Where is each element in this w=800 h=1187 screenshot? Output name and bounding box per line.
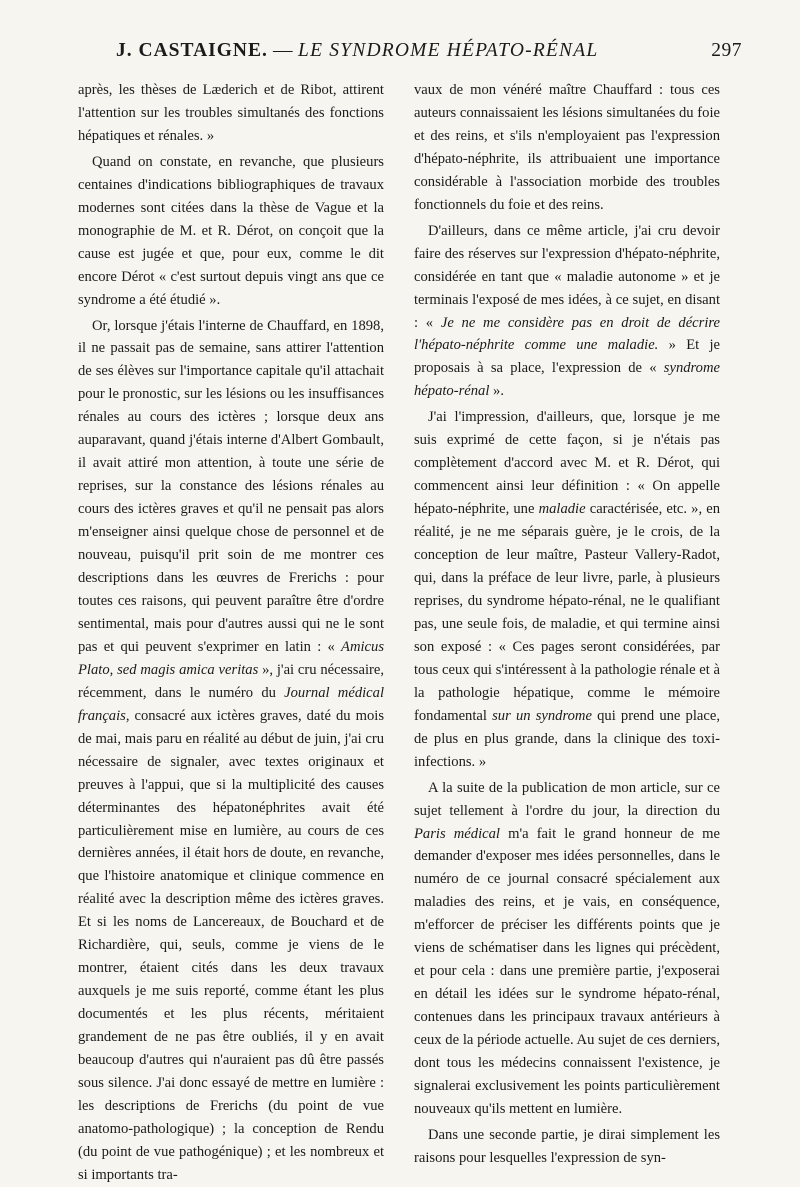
paragraph <box>414 79 720 217</box>
italic-text-run: Journal médical français <box>78 684 384 724</box>
running-head <box>116 40 706 62</box>
text-run: Dans une seconde partie, je dirai simplement les raisons pour lesquelles l'expression de syn- <box>414 1126 720 1166</box>
paragraph <box>78 151 384 312</box>
text-run: Or, lorsque j'étais l'interne de Chauffard, en 1898, il ne passait pas de semaine, sans attirer l'attention de ses élèves sur l'importance capitale qu'il attachait pour le pronostic, sur les lésions ou les insuffisances rénales au cours des ictères ; lorsque deux ans auparavant, quand j'étais interne d'Albert Gombault, il avait attiré mon attention, à toute une série de reprises, sur la constance des lésions rénales au cours des ictères graves et qu'il ne pensait pas alors m'enseigner ainsi quelque chose de personnel et de nouveau, puisqu'il prit soin de me montrer ces descriptions dans les œuvres de Frerichs : pour toutes ces raisons, qui peuvent paraître être d'ordre sentimental, mais pour d'autres aussi qui ne le sont pas et qui peuvent s'exprimer en latin : « <box>78 317 384 655</box>
paragraph <box>414 1124 720 1170</box>
text-run: qui prend une place, de plus en plus grande, dans la clinique des toxi-infections. » <box>414 707 720 770</box>
author-name: J. CASTAIGNE. <box>116 40 268 61</box>
title-separator: — <box>267 40 299 61</box>
italic-text-run: sur un syndrome <box>492 707 592 724</box>
italic-text-run: Paris médical <box>414 825 500 842</box>
running-header <box>78 40 742 70</box>
text-run: caractérisée, etc. », en réalité, je ne me séparais guère, je le crois, de la conception de leur maître, Pasteur Vallery-Radot, qui, dans la préface de leur livre, parle, à plusieurs reprises, du syndrome hépato-rénal, ne le qualifiant pas, une seule fois, de maladie, et qui termine ainsi son exposé : « Ces pages seront considérées, par tous ceux qui s'intéressent à la pathologie rénale et à la pathologie hépatique, comme le mémoire fondamental <box>414 501 720 724</box>
text-run: m'a fait le grand honneur de me demander d'exposer mes idées personnelles, dans le numéro de ce journal consacré spécialement aux maladies des reins, et je vais, en conséquence, m'efforcer de préciser les différents points que je viens de schématiser dans les lignes qui précèdent, et pour cela : dans une première partie, j'exposerai en détail les idées sur le syndrome hépato-rénal, contenues dans les principaux travaux antérieurs à ceux de la période actuelle. Au sujet de ces derniers, dont tous les médecins connaissent l'existence, je signalerai exclusivement les points particulièrement nouveaux qu'ils mettent en lumière. <box>414 825 720 1117</box>
right-column <box>414 79 720 1170</box>
article-title: LE SYNDROME HÉPATO-RÉNAL <box>298 40 599 61</box>
italic-text-run: syndrome hépato-rénal <box>414 360 720 400</box>
text-run: vaux de mon vénéré maître Chauffard : tous ces auteurs connaissaient les lésions simultanées du foie et des reins, et s'ils n'employaient pas l'expression d'hépato-néphrite, ils attribuaient une importance considérable à l'association morbide des troubles fonctionnels du foie et des reins. <box>414 82 720 213</box>
text-run: , consacré aux ictères graves, daté du mois de mai, mais paru en réalité au début de juin, j'ai cru nécessaire de signaler, avec textes originaux et preuves à l'appui, que si la multiplicité des causes déterminantes des hépatonéphrites avait été particulièrement mise en lumière, au cours de ces dernières années, il était hors de doute, en revanche, que l'histoire anatomique et clinique commence en réalité avec la description même des ictères graves. Et si les noms de Lancereaux, de Bouchard et de Richardière, qui, seuls, comme je viens de le montrer, étaient cités dans les deux travaux auxquels je me suis reporté, comme étant les plus documentés et les plus récents, méritaient grandement de ne pas être oubliés, il y en avait beaucoup d'autres qui n'auraient pas dû être passés sous silence. J'ai donc essayé de mettre en lumière : les descriptions de Frerichs (du point de vue anatomo-pathologique) ; la conception de Rendu (du point de vue pathogénique) ; et les nombreux et si importants tra- <box>78 707 384 1183</box>
text-run: Quand on constate, en revanche, que plusieurs centaines d'indications bibliographiques de travaux modernes sont citées dans la thèse de Vague et la monographie de M. et R. Dérot, on conçoit que la cause est jugée et que, pour eux, comme le dit encore Dérot « c'est surtout depuis vingt ans que ce syndrome a été étudié ». <box>78 153 384 308</box>
text-run: A la suite de la publication de mon article, sur ce sujet tellement à l'ordre du jour, la direction du <box>414 779 720 819</box>
text-run: », j'ai cru nécessaire, récemment, dans le numéro du <box>78 661 384 701</box>
text-run: ». <box>489 383 504 400</box>
text-run: D'ailleurs, dans ce même article, j'ai cru devoir faire des réserves sur l'expression d'hépato-néphrite, considérée en tant que « maladie autonome » et je terminais l'exposé de mes idées, à ce sujet, en disant : « <box>414 222 720 331</box>
italic-text-run: Amicus Plato, sed magis amica veritas <box>78 638 384 678</box>
italic-text-run: Je ne me considère pas en droit de décrire l'hépato-néphrite comme une maladie. <box>414 314 720 354</box>
text-run: après, les thèses de Læderich et de Ribot, attirent l'attention sur les troubles simultanés des fonctions hépatiques et rénales. » <box>78 82 384 144</box>
paragraph <box>78 79 384 148</box>
paragraph <box>414 220 720 404</box>
paragraph <box>414 777 720 1121</box>
italic-text-run: maladie <box>538 501 586 518</box>
page-number: 297 <box>711 40 742 61</box>
text-run: J'ai l'impression, d'ailleurs, que, lorsque je me suis exprimé de cette façon, si je n'étais pas complètement d'accord avec M. et R. Dérot, qui commencent ainsi leur définition : « On appelle hépato-néphrite, une <box>414 409 720 518</box>
left-column <box>78 79 384 1187</box>
text-run: » Et je proposais à sa place, l'expression de « <box>414 337 720 377</box>
paragraph <box>414 406 720 773</box>
paragraph <box>78 315 384 1187</box>
